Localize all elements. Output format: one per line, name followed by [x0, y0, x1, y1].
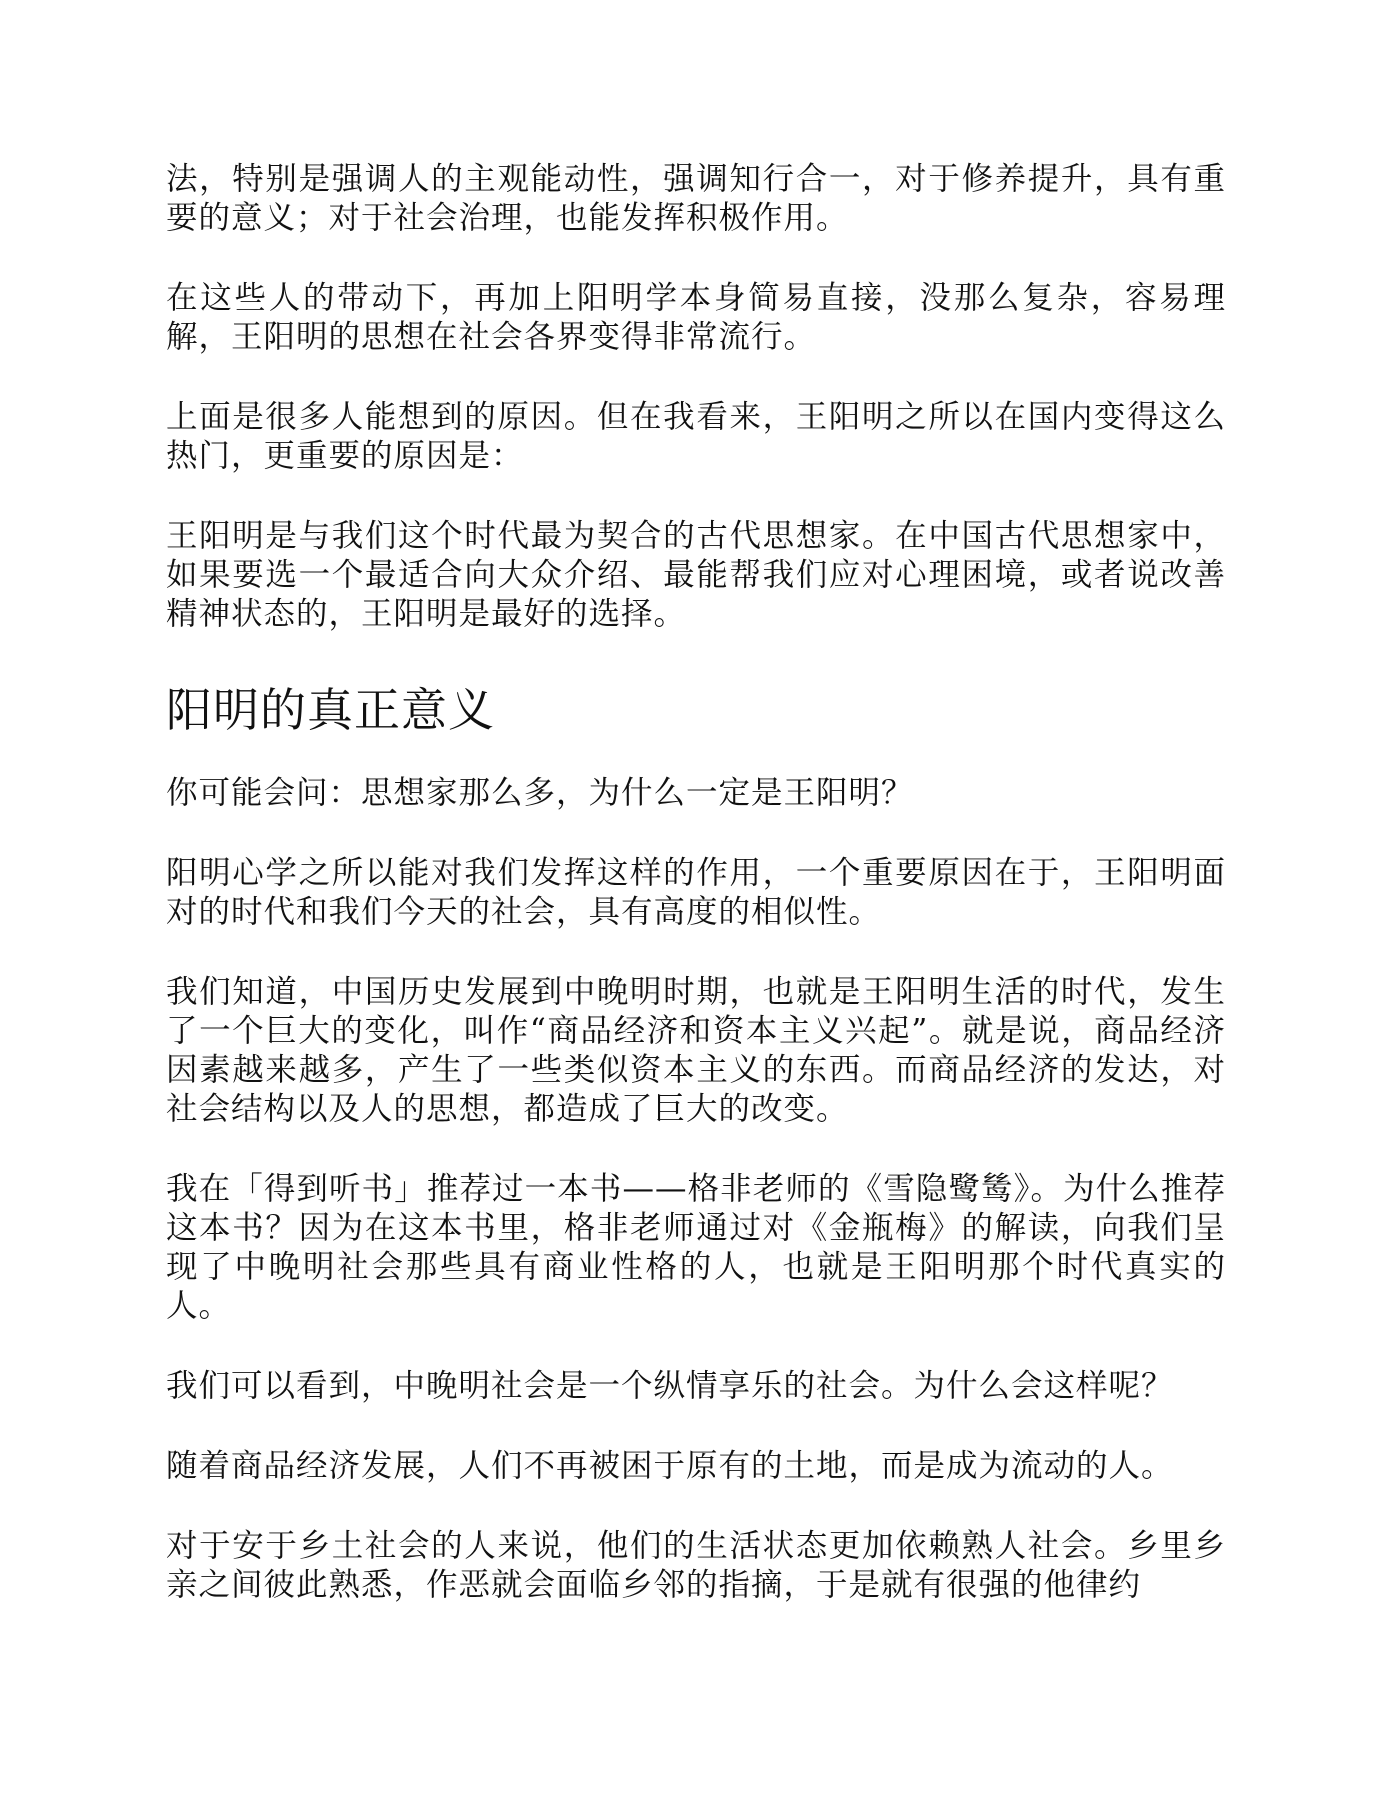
body-paragraph: 我们可以看到，中晚明社会是一个纵情享乐的社会。为什么会这样呢？ [166, 1368, 1174, 1404]
body-paragraph: 你可能会问：思想家那么多，为什么一定是王阳明？ [166, 775, 914, 811]
body-paragraph: 我们知道，中国历史发展到中晚明时期，也就是王阳明生活的时代，发生了一个巨大的变化，叫作“商品经济和资本主义兴起”。就是说，商品经济因素越来越多，产生了一些类似资本主义的东西。而商品经济的发达，对社会结构以及人的思想，都造成了巨大的改变。 [166, 974, 1226, 1127]
body-paragraph: 王阳明是与我们这个时代最为契合的古代思想家。在中国古代思想家中，如果要选一个最适合向大众介绍、最能帮我们应对心理困境，或者说改善精神状态的，王阳明是最好的选择。 [166, 518, 1226, 632]
body-paragraph: 我在「得到听书」推荐过一本书——格非老师的《雪隐鹭鸶》。为什么推荐这本书？因为在这本书里，格非老师通过对《金瓶梅》的解读，向我们呈现了中晚明社会那些具有商业性格的人，也就是王阳明那个时代真实的人。 [166, 1171, 1226, 1324]
section-heading: 阳明的真正意义 [166, 683, 495, 737]
body-paragraph: 法，特别是强调人的主观能动性，强调知行合一，对于修养提升，具有重要的意义；对于社会治理，也能发挥积极作用。 [166, 161, 1226, 236]
page-body [166, 160, 1226, 1646]
body-paragraph: 阳明心学之所以能对我们发挥这样的作用，一个重要原因在于，王阳明面对的时代和我们今天的社会，具有高度的相似性。 [166, 855, 1226, 930]
body-paragraph: 上面是很多人能想到的原因。但在我看来，王阳明之所以在国内变得这么热门，更重要的原因是： [166, 399, 1226, 474]
body-paragraph: 随着商品经济发展，人们不再被困于原有的土地，而是成为流动的人。 [166, 1448, 1174, 1484]
body-paragraph: 对于安于乡土社会的人来说，他们的生活状态更加依赖熟人社会。乡里乡亲之间彼此熟悉，作恶就会面临乡邻的指摘，于是就有很强的他律约 [166, 1528, 1226, 1603]
body-paragraph: 在这些人的带动下，再加上阳明学本身简易直接，没那么复杂，容易理解，王阳明的思想在社会各界变得非常流行。 [166, 280, 1226, 355]
